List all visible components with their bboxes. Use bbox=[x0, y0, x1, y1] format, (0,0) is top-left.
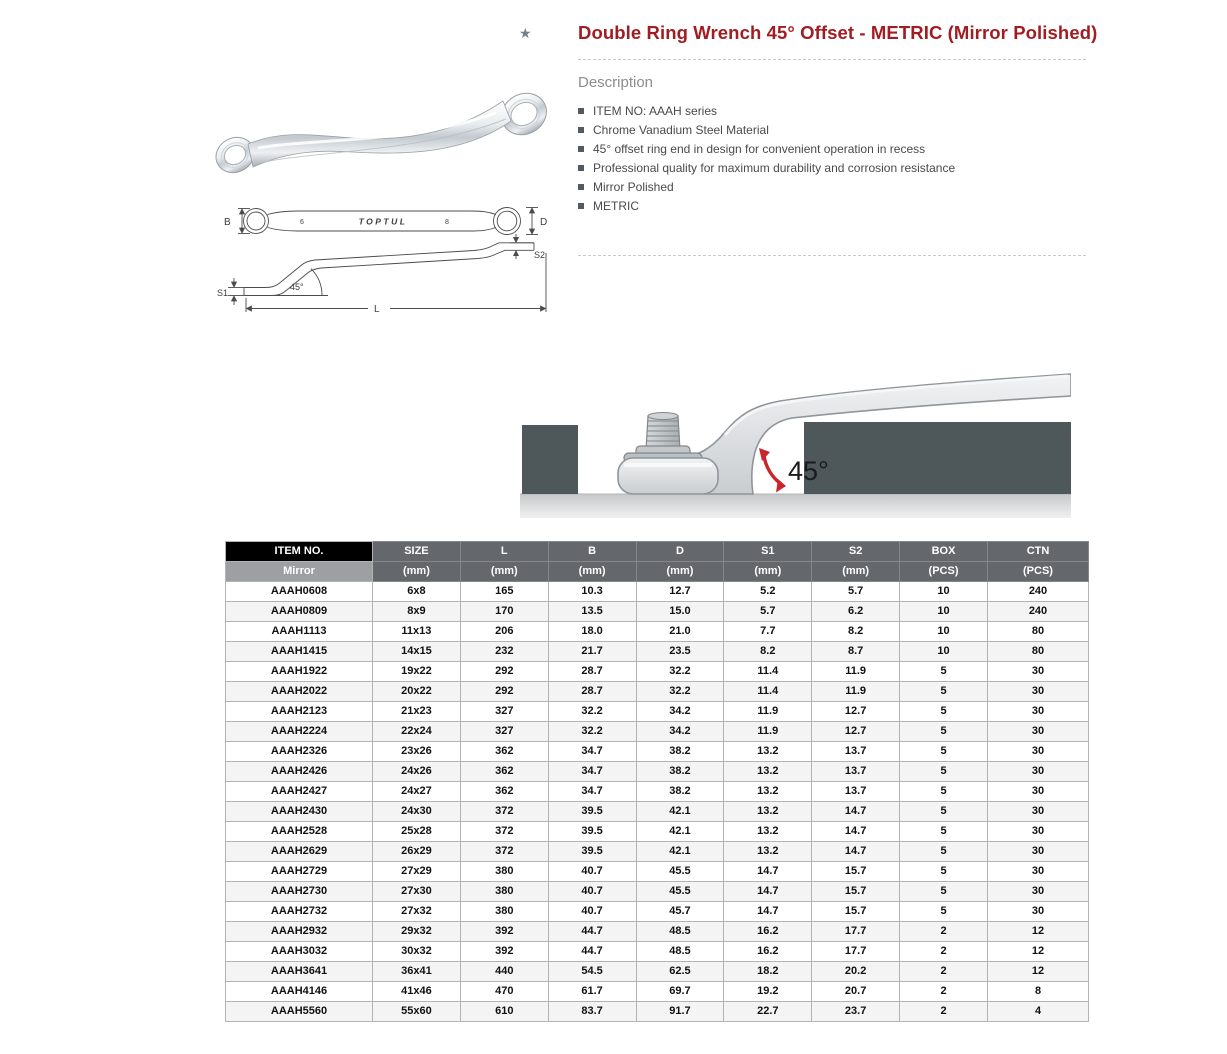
header-cell: D bbox=[636, 542, 724, 562]
table-cell: 372 bbox=[460, 842, 548, 862]
bullet-square-icon bbox=[578, 203, 584, 209]
table-cell: 23.5 bbox=[636, 642, 724, 662]
table-cell: 13.2 bbox=[724, 842, 812, 862]
table-cell: 30 bbox=[988, 862, 1089, 882]
bullet-text: Mirror Polished bbox=[593, 179, 674, 194]
header-unit-cell: (mm) bbox=[373, 562, 461, 582]
table-cell: 14.7 bbox=[724, 862, 812, 882]
table-cell: 34.2 bbox=[636, 702, 724, 722]
table-cell: 12.7 bbox=[812, 702, 900, 722]
table-cell: 5 bbox=[900, 822, 988, 842]
table-row bbox=[226, 782, 1089, 802]
header-unit-cell: (mm) bbox=[724, 562, 812, 582]
table-cell: 20.7 bbox=[812, 982, 900, 1002]
table-cell: 5 bbox=[900, 802, 988, 822]
table-cell: 11.9 bbox=[724, 722, 812, 742]
table-cell: 15.7 bbox=[812, 902, 900, 922]
table-cell: 12 bbox=[988, 942, 1089, 962]
item-no-cell: AAAH3641 bbox=[226, 962, 373, 982]
table-row bbox=[226, 882, 1089, 902]
table-cell: 30 bbox=[988, 722, 1089, 742]
header-unit-cell: (mm) bbox=[548, 562, 636, 582]
table-cell: 40.7 bbox=[548, 902, 636, 922]
table-row bbox=[226, 922, 1089, 942]
table-cell: 13.2 bbox=[724, 762, 812, 782]
table-cell: 11.4 bbox=[724, 682, 812, 702]
table-cell: 30 bbox=[988, 702, 1089, 722]
table-cell: 8 bbox=[988, 982, 1089, 1002]
header-cell: B bbox=[548, 542, 636, 562]
header-unit-cell: (mm) bbox=[636, 562, 724, 582]
table-cell: 48.5 bbox=[636, 922, 724, 942]
table-cell: 34.7 bbox=[548, 762, 636, 782]
table-cell: 25x28 bbox=[373, 822, 461, 842]
table-cell: 12.7 bbox=[812, 722, 900, 742]
table-cell: 30 bbox=[988, 742, 1089, 762]
table-cell: 362 bbox=[460, 742, 548, 762]
item-no-cell: AAAH2022 bbox=[226, 682, 373, 702]
table-cell: 23.7 bbox=[812, 1002, 900, 1022]
table-cell: 13.7 bbox=[812, 742, 900, 762]
table-cell: 36x41 bbox=[373, 962, 461, 982]
table-cell: 8.7 bbox=[812, 642, 900, 662]
table-cell: 22.7 bbox=[724, 1002, 812, 1022]
table-cell: 19x22 bbox=[373, 662, 461, 682]
table-cell: 372 bbox=[460, 822, 548, 842]
table-cell: 32.2 bbox=[636, 662, 724, 682]
table-cell: 38.2 bbox=[636, 782, 724, 802]
item-no-cell: AAAH2528 bbox=[226, 822, 373, 842]
table-cell: 2 bbox=[900, 942, 988, 962]
item-no-cell: AAAH1922 bbox=[226, 662, 373, 682]
size-mark-right: 8 bbox=[445, 219, 449, 226]
header-item-no: ITEM NO. bbox=[226, 542, 373, 562]
table-row bbox=[226, 682, 1089, 702]
table-cell: 240 bbox=[988, 582, 1089, 602]
bullet-square-icon bbox=[578, 127, 584, 133]
table-cell: 38.2 bbox=[636, 762, 724, 782]
table-cell: 45.5 bbox=[636, 882, 724, 902]
item-no-cell: AAAH4146 bbox=[226, 982, 373, 1002]
table-cell: 327 bbox=[460, 722, 548, 742]
table-cell: 5 bbox=[900, 842, 988, 862]
angle-label: 45° bbox=[290, 282, 304, 292]
header-cell: CTN bbox=[988, 542, 1089, 562]
table-cell: 91.7 bbox=[636, 1002, 724, 1022]
table-cell: 42.1 bbox=[636, 842, 724, 862]
table-cell: 16.2 bbox=[724, 942, 812, 962]
table-cell: 232 bbox=[460, 642, 548, 662]
table-cell: 12 bbox=[988, 962, 1089, 982]
table-cell: 440 bbox=[460, 962, 548, 982]
table-cell: 23x26 bbox=[373, 742, 461, 762]
table-cell: 29x32 bbox=[373, 922, 461, 942]
item-no-cell: AAAH2426 bbox=[226, 762, 373, 782]
table-row bbox=[226, 642, 1089, 662]
table-cell: 34.7 bbox=[548, 782, 636, 802]
table-cell: 240 bbox=[988, 602, 1089, 622]
brand-text: TOPTUL bbox=[358, 216, 408, 227]
table-cell: 5 bbox=[900, 762, 988, 782]
table-cell: 28.7 bbox=[548, 682, 636, 702]
table-cell: 13.2 bbox=[724, 782, 812, 802]
bullet-square-icon bbox=[578, 108, 584, 114]
list-item bbox=[578, 158, 955, 177]
table-cell: 372 bbox=[460, 802, 548, 822]
table-cell: 15.7 bbox=[812, 862, 900, 882]
table-cell: 38.2 bbox=[636, 742, 724, 762]
bullet-text: METRIC bbox=[593, 198, 639, 213]
table-cell: 27x32 bbox=[373, 902, 461, 922]
table-row bbox=[226, 582, 1089, 602]
size-mark-left: 6 bbox=[300, 219, 304, 226]
table-cell: 8.2 bbox=[812, 622, 900, 642]
header-cell: S2 bbox=[812, 542, 900, 562]
table-cell: 61.7 bbox=[548, 982, 636, 1002]
table-cell: 13.5 bbox=[548, 602, 636, 622]
item-no-cell: AAAH2430 bbox=[226, 802, 373, 822]
table-cell: 41x46 bbox=[373, 982, 461, 1002]
table-cell: 6x8 bbox=[373, 582, 461, 602]
table-cell: 17.7 bbox=[812, 942, 900, 962]
table-cell: 42.1 bbox=[636, 822, 724, 842]
table-row bbox=[226, 982, 1089, 1002]
item-no-cell: AAAH5560 bbox=[226, 1002, 373, 1022]
table-cell: 28.7 bbox=[548, 662, 636, 682]
item-no-cell: AAAH2629 bbox=[226, 842, 373, 862]
table-cell: 30x32 bbox=[373, 942, 461, 962]
table-cell: 13.2 bbox=[724, 742, 812, 762]
table-cell: 2 bbox=[900, 1002, 988, 1022]
offset-illustration bbox=[520, 358, 1071, 518]
table-cell: 5 bbox=[900, 662, 988, 682]
table-row bbox=[226, 962, 1089, 982]
table-cell: 45.5 bbox=[636, 862, 724, 882]
table-row bbox=[226, 742, 1089, 762]
header-unit-cell: (mm) bbox=[460, 562, 548, 582]
table-cell: 30 bbox=[988, 662, 1089, 682]
table-cell: 40.7 bbox=[548, 882, 636, 902]
table-cell: 22x24 bbox=[373, 722, 461, 742]
table-cell: 5.2 bbox=[724, 582, 812, 602]
list-item bbox=[578, 139, 955, 158]
table-cell: 27x30 bbox=[373, 882, 461, 902]
table-cell: 10 bbox=[900, 622, 988, 642]
table-cell: 42.1 bbox=[636, 802, 724, 822]
item-no-cell: AAAH2326 bbox=[226, 742, 373, 762]
angle-callout: 45° bbox=[788, 456, 829, 486]
bullet-text: Chrome Vanadium Steel Material bbox=[593, 122, 769, 137]
title-separator bbox=[578, 59, 1086, 60]
header-cell: BOX bbox=[900, 542, 988, 562]
table-cell: 30 bbox=[988, 802, 1089, 822]
table-cell: 5 bbox=[900, 862, 988, 882]
table-row bbox=[226, 842, 1089, 862]
table-cell: 8.2 bbox=[724, 642, 812, 662]
table-cell: 24x27 bbox=[373, 782, 461, 802]
table-row bbox=[226, 762, 1089, 782]
dimension-drawing bbox=[216, 194, 551, 316]
table-cell: 8x9 bbox=[373, 602, 461, 622]
table-cell: 27x29 bbox=[373, 862, 461, 882]
bullet-square-icon bbox=[578, 184, 584, 190]
table-cell: 2 bbox=[900, 922, 988, 942]
wrench-side-view bbox=[217, 234, 546, 315]
table-row bbox=[226, 862, 1089, 882]
table-cell: 48.5 bbox=[636, 942, 724, 962]
table-cell: 327 bbox=[460, 702, 548, 722]
table-cell: 34.7 bbox=[548, 742, 636, 762]
table-cell: 80 bbox=[988, 642, 1089, 662]
table-cell: 292 bbox=[460, 662, 548, 682]
table-cell: 5 bbox=[900, 782, 988, 802]
table-cell: 14.7 bbox=[812, 822, 900, 842]
table-cell: 20x22 bbox=[373, 682, 461, 702]
list-item bbox=[578, 196, 955, 215]
header-cell: S1 bbox=[724, 542, 812, 562]
table-cell: 17.7 bbox=[812, 922, 900, 942]
item-no-cell: AAAH2732 bbox=[226, 902, 373, 922]
header-unit-cell: (PCS) bbox=[988, 562, 1089, 582]
table-cell: 170 bbox=[460, 602, 548, 622]
header-cell: L bbox=[460, 542, 548, 562]
table-cell: 610 bbox=[460, 1002, 548, 1022]
table-cell: 12 bbox=[988, 922, 1089, 942]
table-cell: 24x30 bbox=[373, 802, 461, 822]
item-no-cell: AAAH2932 bbox=[226, 922, 373, 942]
table-cell: 13.2 bbox=[724, 802, 812, 822]
table-cell: 5 bbox=[900, 902, 988, 922]
table-cell: 16.2 bbox=[724, 922, 812, 942]
item-no-cell: AAAH1113 bbox=[226, 622, 373, 642]
table-cell: 21.0 bbox=[636, 622, 724, 642]
item-no-cell: AAAH2427 bbox=[226, 782, 373, 802]
table-cell: 11.4 bbox=[724, 662, 812, 682]
table-cell: 2 bbox=[900, 962, 988, 982]
table-cell: 12.7 bbox=[636, 582, 724, 602]
bullet-text: Professional quality for maximum durability and corrosion resistance bbox=[593, 160, 956, 175]
table-cell: 24x26 bbox=[373, 762, 461, 782]
table-cell: 206 bbox=[460, 622, 548, 642]
item-no-cell: AAAH0809 bbox=[226, 602, 373, 622]
table-row bbox=[226, 1002, 1089, 1022]
table-cell: 362 bbox=[460, 782, 548, 802]
table-cell: 30 bbox=[988, 902, 1089, 922]
table-cell: 30 bbox=[988, 762, 1089, 782]
recess-scene bbox=[520, 374, 1071, 518]
table-cell: 19.2 bbox=[724, 982, 812, 1002]
table-cell: 32.2 bbox=[548, 702, 636, 722]
table-cell: 10 bbox=[900, 582, 988, 602]
table-cell: 10 bbox=[900, 642, 988, 662]
table-cell: 15.7 bbox=[812, 882, 900, 902]
table-row bbox=[226, 722, 1089, 742]
item-no-cell: AAAH2224 bbox=[226, 722, 373, 742]
table-row bbox=[226, 622, 1089, 642]
table-row bbox=[226, 802, 1089, 822]
item-no-cell: AAAH2729 bbox=[226, 862, 373, 882]
dim-label-b: B bbox=[224, 217, 231, 228]
table-cell: 11.9 bbox=[724, 702, 812, 722]
table-cell: 30 bbox=[988, 682, 1089, 702]
table-cell: 14.7 bbox=[724, 882, 812, 902]
table-cell: 44.7 bbox=[548, 942, 636, 962]
table-cell: 26x29 bbox=[373, 842, 461, 862]
table-cell: 380 bbox=[460, 882, 548, 902]
table-cell: 62.5 bbox=[636, 962, 724, 982]
description-heading: Description bbox=[578, 74, 654, 91]
table-cell: 54.5 bbox=[548, 962, 636, 982]
table-cell: 292 bbox=[460, 682, 548, 702]
table-cell: 5 bbox=[900, 882, 988, 902]
header-unit-cell: (PCS) bbox=[900, 562, 988, 582]
table-cell: 14.7 bbox=[812, 802, 900, 822]
table-cell: 380 bbox=[460, 902, 548, 922]
table-cell: 4 bbox=[988, 1002, 1089, 1022]
table-cell: 13.7 bbox=[812, 762, 900, 782]
table-cell: 10.3 bbox=[548, 582, 636, 602]
table-cell: 34.2 bbox=[636, 722, 724, 742]
table-cell: 6.2 bbox=[812, 602, 900, 622]
table-cell: 392 bbox=[460, 922, 548, 942]
wrench-plan-view bbox=[224, 208, 547, 235]
table-cell: 5 bbox=[900, 722, 988, 742]
table-row bbox=[226, 662, 1089, 682]
table-cell: 32.2 bbox=[548, 722, 636, 742]
table-cell: 13.7 bbox=[812, 782, 900, 802]
table-cell: 5.7 bbox=[812, 582, 900, 602]
description-list bbox=[578, 101, 955, 215]
product-photo bbox=[202, 80, 547, 198]
table-cell: 21x23 bbox=[373, 702, 461, 722]
dim-label-s1: S1 bbox=[217, 288, 229, 298]
bullet-square-icon bbox=[578, 146, 584, 152]
table-cell: 13.2 bbox=[724, 822, 812, 842]
table-row bbox=[226, 902, 1089, 922]
description-separator bbox=[578, 255, 1086, 256]
table-cell: 55x60 bbox=[373, 1002, 461, 1022]
table-row bbox=[226, 602, 1089, 622]
table-row bbox=[226, 822, 1089, 842]
table-cell: 30 bbox=[988, 882, 1089, 902]
table-cell: 14x15 bbox=[373, 642, 461, 662]
table-cell: 14.7 bbox=[724, 902, 812, 922]
table-cell: 45.7 bbox=[636, 902, 724, 922]
table-cell: 39.5 bbox=[548, 822, 636, 842]
dim-label-s2: S2 bbox=[534, 250, 546, 260]
header-finish: Mirror bbox=[226, 562, 373, 582]
ground bbox=[520, 494, 1071, 518]
recess-block-left bbox=[522, 425, 578, 494]
table-cell: 80 bbox=[988, 622, 1089, 642]
table-cell: 39.5 bbox=[548, 802, 636, 822]
table-cell: 14.7 bbox=[812, 842, 900, 862]
bullet-text: ITEM NO: AAAH series bbox=[593, 103, 718, 118]
header-cell: SIZE bbox=[373, 542, 461, 562]
table-cell: 5 bbox=[900, 702, 988, 722]
item-no-cell: AAAH1415 bbox=[226, 642, 373, 662]
table-cell: 44.7 bbox=[548, 922, 636, 942]
table-cell: 32.2 bbox=[636, 682, 724, 702]
table-cell: 470 bbox=[460, 982, 548, 1002]
table-cell: 10 bbox=[900, 602, 988, 622]
list-item bbox=[578, 101, 955, 120]
table-cell: 5 bbox=[900, 682, 988, 702]
table-cell: 69.7 bbox=[636, 982, 724, 1002]
item-no-cell: AAAH2123 bbox=[226, 702, 373, 722]
table-cell: 30 bbox=[988, 822, 1089, 842]
table-cell: 83.7 bbox=[548, 1002, 636, 1022]
table-cell: 18.2 bbox=[724, 962, 812, 982]
table-cell: 20.2 bbox=[812, 962, 900, 982]
table-cell: 11x13 bbox=[373, 622, 461, 642]
table-cell: 11.9 bbox=[812, 682, 900, 702]
table-cell: 2 bbox=[900, 982, 988, 1002]
table-cell: 15.0 bbox=[636, 602, 724, 622]
bullet-square-icon bbox=[578, 165, 584, 171]
dim-label-l: L bbox=[374, 304, 380, 315]
table-cell: 30 bbox=[988, 842, 1089, 862]
dim-label-d: D bbox=[540, 217, 548, 228]
item-no-cell: AAAH2730 bbox=[226, 882, 373, 902]
spec-table bbox=[225, 541, 1089, 1022]
recess-block-right bbox=[804, 422, 1071, 494]
bullet-text: 45° offset ring end in design for convenient operation in recess bbox=[593, 141, 926, 156]
table-cell: 362 bbox=[460, 762, 548, 782]
page-title: Double Ring Wrench 45° Offset - METRIC (Mirror Polished) bbox=[578, 22, 1098, 43]
table-cell: 380 bbox=[460, 862, 548, 882]
list-item bbox=[578, 177, 955, 196]
star-icon: ★ bbox=[519, 25, 532, 41]
table-row bbox=[226, 942, 1089, 962]
table-cell: 11.9 bbox=[812, 662, 900, 682]
table-cell: 165 bbox=[460, 582, 548, 602]
wrench-photo-graphic bbox=[210, 86, 547, 180]
list-item bbox=[578, 120, 955, 139]
item-no-cell: AAAH0608 bbox=[226, 582, 373, 602]
table-cell: 5 bbox=[900, 742, 988, 762]
table-cell: 18.0 bbox=[548, 622, 636, 642]
item-no-cell: AAAH3032 bbox=[226, 942, 373, 962]
table-cell: 30 bbox=[988, 782, 1089, 802]
table-cell: 5.7 bbox=[724, 602, 812, 622]
table-cell: 21.7 bbox=[548, 642, 636, 662]
table-cell: 7.7 bbox=[724, 622, 812, 642]
table-cell: 392 bbox=[460, 942, 548, 962]
table-cell: 40.7 bbox=[548, 862, 636, 882]
table-row bbox=[226, 702, 1089, 722]
table-cell: 39.5 bbox=[548, 842, 636, 862]
header-unit-cell: (mm) bbox=[812, 562, 900, 582]
